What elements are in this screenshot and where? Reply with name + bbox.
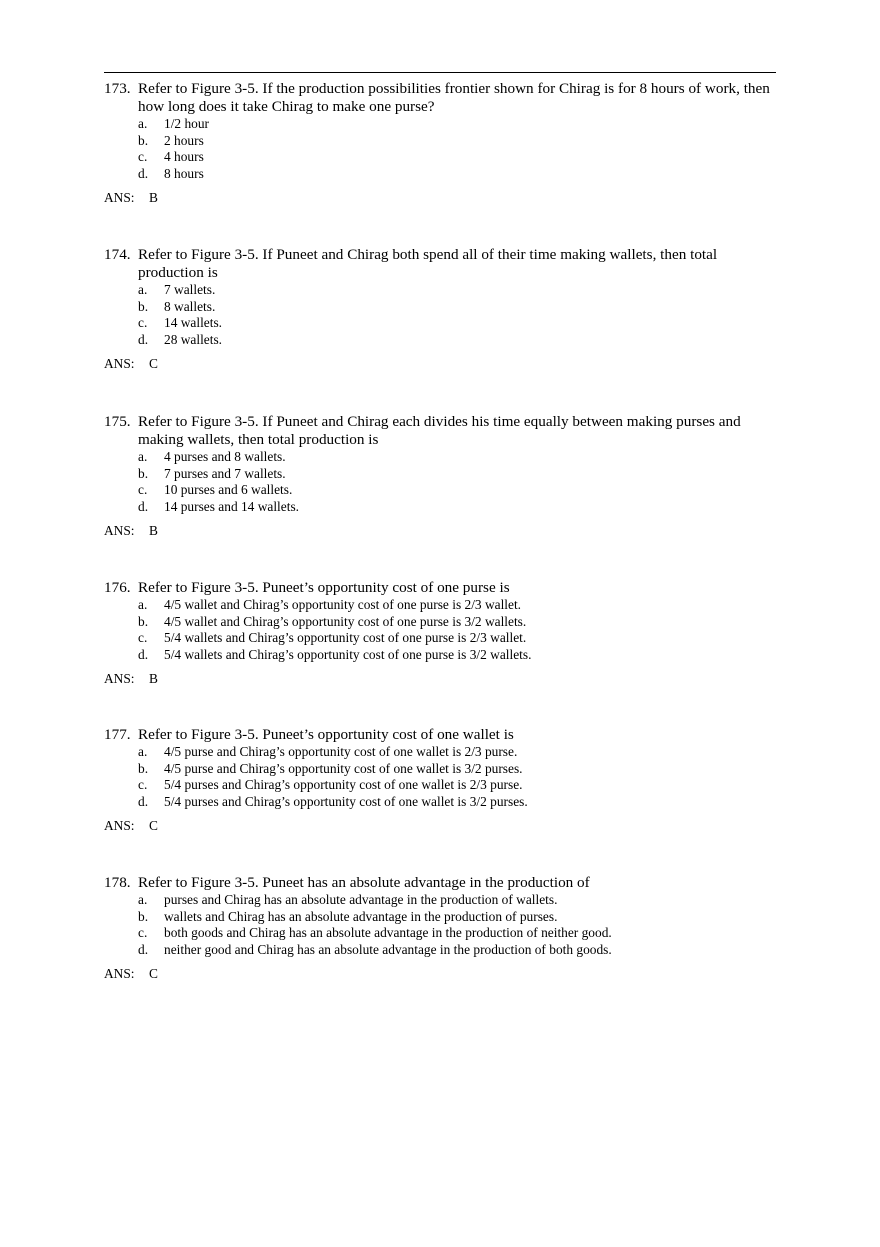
question-177 (104, 726, 776, 834)
answer-label: ANS: (104, 818, 135, 833)
choice-d (138, 942, 776, 959)
choice-a (138, 116, 776, 133)
choice-text: neither good and Chirag has an absolute advantage in the production of both goods. (164, 941, 612, 957)
choice-letter: d. (138, 498, 149, 514)
choice-b (138, 909, 776, 926)
choice-text: 7 wallets. (164, 282, 216, 297)
answer-label: ANS: (104, 190, 135, 205)
choice-list (138, 116, 776, 182)
choice-text: purses and Chirag has an absolute advantage in the production of wallets. (164, 892, 558, 907)
choice-c (138, 777, 776, 794)
choice-d (138, 647, 776, 664)
answer-line (104, 818, 776, 834)
choice-d (138, 332, 776, 349)
choice-d (138, 499, 776, 516)
answer-value: C (149, 356, 158, 371)
choice-letter: a. (138, 892, 148, 907)
choice-letter: a. (138, 744, 148, 759)
choice-list (138, 282, 776, 348)
choice-letter: d. (138, 646, 149, 662)
question-number: 173. (104, 80, 131, 97)
choice-letter: b. (138, 760, 149, 776)
choice-text: 2 hours (164, 132, 204, 148)
choice-letter: d. (138, 941, 149, 957)
choice-text: 4/5 wallet and Chirag’s opportunity cost of one purse is 2/3 wallet. (164, 597, 522, 612)
choice-text: 4/5 purse and Chirag’s opportunity cost of one wallet is 2/3 purse. (164, 744, 518, 759)
choice-c (138, 925, 776, 942)
answer-label: ANS: (104, 966, 135, 981)
choice-text: 8 hours (164, 165, 204, 181)
choice-letter: c. (138, 777, 148, 792)
choice-d (138, 166, 776, 183)
choice-letter: a. (138, 449, 148, 464)
choice-list (138, 597, 776, 663)
choice-text: 5/4 wallets and Chirag’s opportunity cost of one purse is 2/3 wallet. (164, 630, 527, 645)
choice-text: 4/5 purse and Chirag’s opportunity cost of one wallet is 3/2 purses. (164, 760, 523, 776)
choice-a (138, 744, 776, 761)
choice-list (138, 744, 776, 810)
choice-text: wallets and Chirag has an absolute advantage in the production of purses. (164, 908, 558, 924)
choice-letter: a. (138, 116, 148, 131)
question-176 (104, 579, 776, 687)
choice-letter: d. (138, 165, 149, 181)
choice-d (138, 794, 776, 811)
answer-value: B (149, 190, 158, 205)
answer-line (104, 966, 776, 982)
question-number: 176. (104, 579, 131, 596)
choice-c (138, 482, 776, 499)
choice-letter: b. (138, 613, 149, 629)
question-178 (104, 874, 776, 982)
choice-text: 1/2 hour (164, 116, 210, 131)
choice-a (138, 892, 776, 909)
question-text: Refer to Figure 3-5. If the production possibilities frontier shown for Chirag is for 8 hours of work, then how long does it take Chirag to make one purse? (138, 80, 770, 115)
choice-letter: b. (138, 298, 149, 314)
question-stem (104, 80, 776, 116)
choice-letter: c. (138, 630, 148, 645)
choice-text: 5/4 purses and Chirag’s opportunity cost of one wallet is 2/3 purse. (164, 777, 523, 792)
question-175 (104, 413, 776, 539)
choice-list (138, 892, 776, 958)
answer-line (104, 671, 776, 687)
answer-value: C (149, 966, 158, 981)
answer-value: B (149, 523, 158, 538)
question-number: 174. (104, 246, 131, 263)
question-stem (104, 246, 776, 282)
answer-line (104, 190, 776, 206)
question-text: Refer to Figure 3-5. If Puneet and Chirag both spend all of their time making wallets, then total production is (138, 246, 718, 281)
answer-label: ANS: (104, 523, 135, 538)
choice-list (138, 449, 776, 515)
answer-value: B (149, 671, 158, 686)
choice-text: 8 wallets. (164, 298, 216, 314)
top-rule (104, 72, 776, 73)
choice-letter: c. (138, 149, 148, 164)
choice-b (138, 299, 776, 316)
choice-letter: c. (138, 315, 148, 330)
choice-letter: c. (138, 482, 148, 497)
choice-b (138, 614, 776, 631)
question-stem (104, 579, 776, 597)
choice-c (138, 149, 776, 166)
choice-c (138, 315, 776, 332)
choice-text: 4 purses and 8 wallets. (164, 449, 286, 464)
answer-label: ANS: (104, 356, 135, 371)
choice-letter: a. (138, 597, 148, 612)
choice-a (138, 597, 776, 614)
answer-line (104, 356, 776, 372)
choice-c (138, 630, 776, 647)
choice-text: 4/5 wallet and Chirag’s opportunity cost of one purse is 3/2 wallets. (164, 613, 527, 629)
question-text: Refer to Figure 3-5. Puneet has an absolute advantage in the production of (138, 874, 590, 891)
question-number: 175. (104, 413, 131, 430)
answer-line (104, 523, 776, 539)
choice-letter: b. (138, 465, 149, 481)
answer-value: C (149, 818, 158, 833)
choice-letter: b. (138, 132, 149, 148)
choice-letter: d. (138, 331, 149, 347)
choice-text: 4 hours (164, 149, 204, 164)
choice-text: 5/4 purses and Chirag’s opportunity cost of one wallet is 3/2 purses. (164, 793, 528, 809)
question-text: Refer to Figure 3-5. If Puneet and Chirag each divides his time equally between making purses and making wallets, then total production is (138, 413, 741, 448)
choice-text: 28 wallets. (164, 331, 223, 347)
choice-b (138, 133, 776, 150)
choice-text: 7 purses and 7 wallets. (164, 465, 286, 481)
question-stem (104, 726, 776, 744)
choice-letter: c. (138, 925, 148, 940)
question-stem (104, 874, 776, 892)
choice-text: both goods and Chirag has an absolute advantage in the production of neither good. (164, 925, 612, 940)
choice-b (138, 466, 776, 483)
choice-text: 14 purses and 14 wallets. (164, 498, 299, 514)
choice-letter: d. (138, 793, 149, 809)
choice-text: 10 purses and 6 wallets. (164, 482, 293, 497)
answer-label: ANS: (104, 671, 135, 686)
question-174 (104, 246, 776, 372)
choice-letter: a. (138, 282, 148, 297)
question-number: 177. (104, 726, 131, 743)
question-text: Refer to Figure 3-5. Puneet’s opportunity cost of one purse is (138, 579, 510, 596)
choice-text: 14 wallets. (164, 315, 223, 330)
choice-letter: b. (138, 908, 149, 924)
choice-a (138, 449, 776, 466)
question-number: 178. (104, 874, 131, 891)
choice-text: 5/4 wallets and Chirag’s opportunity cost of one purse is 3/2 wallets. (164, 646, 532, 662)
question-173 (104, 80, 776, 206)
question-text: Refer to Figure 3-5. Puneet’s opportunity cost of one wallet is (138, 726, 514, 743)
choice-b (138, 761, 776, 778)
choice-a (138, 282, 776, 299)
question-stem (104, 413, 776, 449)
